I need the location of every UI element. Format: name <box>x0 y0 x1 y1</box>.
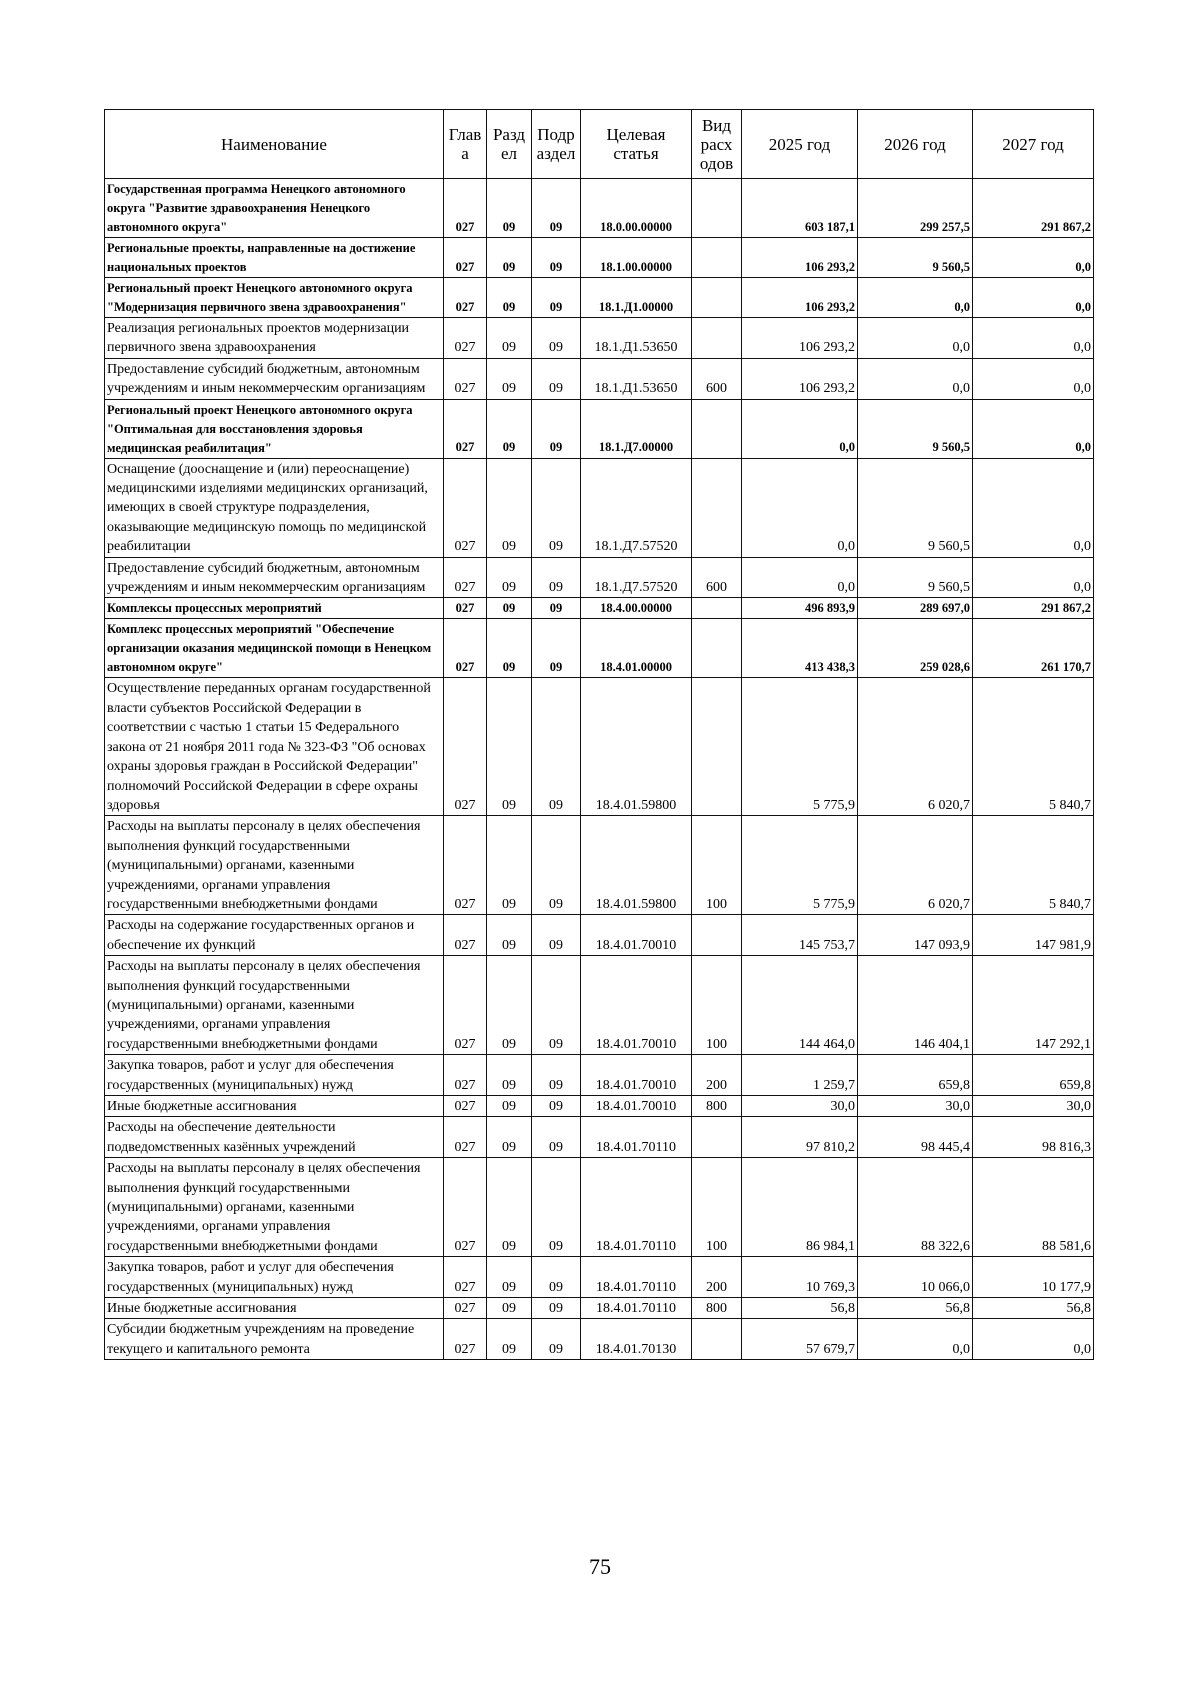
cell-2027: 0,0 <box>973 318 1094 359</box>
cell-2025: 0,0 <box>742 458 858 557</box>
cell-2025: 10 769,3 <box>742 1257 858 1298</box>
cell-vid: 200 <box>692 1257 742 1298</box>
cell-name: Закупка товаров, работ и услуг для обеспечения государственных (муниципальных) нужд <box>105 1257 444 1298</box>
cell-razdel: 09 <box>487 1257 532 1298</box>
cell-podrazdel: 09 <box>532 1055 581 1096</box>
cell-razdel: 09 <box>487 1319 532 1360</box>
cell-podrazdel: 09 <box>532 1158 581 1257</box>
budget-table <box>104 109 1094 1360</box>
page-number: 75 <box>589 1554 611 1579</box>
cell-2026: 259 028,6 <box>858 619 973 678</box>
cell-2027: 291 867,2 <box>973 179 1094 238</box>
cell-2027: 261 170,7 <box>973 619 1094 678</box>
cell-glava: 027 <box>444 1298 487 1319</box>
cell-2026: 56,8 <box>858 1298 973 1319</box>
cell-podrazdel: 09 <box>532 318 581 359</box>
table-row <box>105 598 1094 619</box>
cell-target: 18.1.Д1.53650 <box>581 358 692 399</box>
cell-name: Предоставление субсидий бюджетным, автономным учреждениям и иным некоммерческим организациям <box>105 358 444 399</box>
cell-podrazdel: 09 <box>532 678 581 816</box>
header-razdel: Разд ел <box>487 110 532 179</box>
cell-2026: 6 020,7 <box>858 678 973 816</box>
cell-vid: 800 <box>692 1298 742 1319</box>
cell-razdel: 09 <box>487 179 532 238</box>
cell-2025: 97 810,2 <box>742 1117 858 1158</box>
cell-name: Расходы на содержание государственных органов и обеспечение их функций <box>105 915 444 956</box>
table-row <box>105 179 1094 238</box>
cell-razdel: 09 <box>487 956 532 1055</box>
cell-razdel: 09 <box>487 598 532 619</box>
table-row <box>105 458 1094 557</box>
header-glava: Глав а <box>444 110 487 179</box>
cell-glava: 027 <box>444 399 487 458</box>
cell-2025: 145 753,7 <box>742 915 858 956</box>
cell-2027: 10 177,9 <box>973 1257 1094 1298</box>
cell-target: 18.1.Д7.57520 <box>581 557 692 598</box>
cell-vid <box>692 1117 742 1158</box>
cell-vid <box>692 399 742 458</box>
cell-razdel: 09 <box>487 458 532 557</box>
cell-2025: 413 438,3 <box>742 619 858 678</box>
cell-podrazdel: 09 <box>532 1096 581 1117</box>
cell-vid: 100 <box>692 956 742 1055</box>
cell-name: Предоставление субсидий бюджетным, автономным учреждениям и иным некоммерческим организациям <box>105 557 444 598</box>
cell-name: Расходы на выплаты персоналу в целях обеспечения выполнения функций государственными (муниципальными) органами, казенными учреждениями, органами управления государственными внебюджетными фондами <box>105 1158 444 1257</box>
cell-2026: 30,0 <box>858 1096 973 1117</box>
cell-2027: 291 867,2 <box>973 598 1094 619</box>
cell-2027: 0,0 <box>973 278 1094 318</box>
cell-name: Оснащение (дооснащение и (или) переоснащение) медицинскими изделиями медицинских организаций, имеющих в своей структуре подразделения, оказывающие медицинскую помощь по медицинской реабилитации <box>105 458 444 557</box>
cell-target: 18.4.01.70010 <box>581 1055 692 1096</box>
table-row <box>105 678 1094 816</box>
cell-target: 18.4.01.70110 <box>581 1158 692 1257</box>
cell-2026: 6 020,7 <box>858 816 973 915</box>
cell-target: 18.4.01.70110 <box>581 1257 692 1298</box>
cell-name: Иные бюджетные ассигнования <box>105 1096 444 1117</box>
cell-vid: 600 <box>692 557 742 598</box>
cell-2026: 9 560,5 <box>858 458 973 557</box>
cell-2025: 0,0 <box>742 399 858 458</box>
cell-2025: 86 984,1 <box>742 1158 858 1257</box>
cell-2025: 603 187,1 <box>742 179 858 238</box>
cell-2025: 0,0 <box>742 557 858 598</box>
cell-2027: 0,0 <box>973 557 1094 598</box>
cell-glava: 027 <box>444 956 487 1055</box>
cell-vid <box>692 318 742 359</box>
cell-name: Региональный проект Ненецкого автономного округа "Оптимальная для восстановления здоровья медицинская реабилитация" <box>105 399 444 458</box>
cell-2026: 0,0 <box>858 318 973 359</box>
cell-name: Субсидии бюджетным учреждениям на проведение текущего и капитального ремонта <box>105 1319 444 1360</box>
cell-target: 18.0.00.00000 <box>581 179 692 238</box>
cell-glava: 027 <box>444 915 487 956</box>
cell-name: Расходы на выплаты персоналу в целях обеспечения выполнения функций государственными (муниципальными) органами, казенными учреждениями, органами управления государственными внебюджетными фондами <box>105 956 444 1055</box>
cell-2026: 146 404,1 <box>858 956 973 1055</box>
cell-2027: 147 292,1 <box>973 956 1094 1055</box>
cell-target: 18.4.01.70010 <box>581 956 692 1055</box>
cell-2026: 289 697,0 <box>858 598 973 619</box>
table-header-row <box>105 110 1094 179</box>
cell-target: 18.4.01.70010 <box>581 1096 692 1117</box>
cell-podrazdel: 09 <box>532 816 581 915</box>
cell-glava: 027 <box>444 1257 487 1298</box>
cell-razdel: 09 <box>487 318 532 359</box>
cell-podrazdel: 09 <box>532 1257 581 1298</box>
cell-target: 18.1.Д1.00000 <box>581 278 692 318</box>
cell-glava: 027 <box>444 1319 487 1360</box>
cell-name: Расходы на выплаты персоналу в целях обеспечения выполнения функций государственными (муниципальными) органами, казенными учреждениями, органами управления государственными внебюджетными фондами <box>105 816 444 915</box>
cell-target: 18.4.01.59800 <box>581 678 692 816</box>
cell-name: Расходы на обеспечение деятельности подведомственных казённых учреждений <box>105 1117 444 1158</box>
cell-2026: 0,0 <box>858 1319 973 1360</box>
cell-2027: 0,0 <box>973 399 1094 458</box>
cell-razdel: 09 <box>487 238 532 278</box>
cell-2025: 57 679,7 <box>742 1319 858 1360</box>
cell-2027: 5 840,7 <box>973 678 1094 816</box>
cell-2025: 106 293,2 <box>742 278 858 318</box>
cell-razdel: 09 <box>487 915 532 956</box>
header-2027: 2027 год <box>973 110 1094 179</box>
cell-name: Государственная программа Ненецкого автономного округа "Развитие здравоохранения Ненецкого автономного округа" <box>105 179 444 238</box>
cell-2026: 10 066,0 <box>858 1257 973 1298</box>
table-row <box>105 1055 1094 1096</box>
cell-razdel: 09 <box>487 1055 532 1096</box>
header-name: Наименование <box>105 110 444 179</box>
cell-glava: 027 <box>444 1117 487 1158</box>
header-2026: 2026 год <box>858 110 973 179</box>
cell-glava: 027 <box>444 238 487 278</box>
cell-2025: 106 293,2 <box>742 318 858 359</box>
cell-vid: 600 <box>692 358 742 399</box>
table-row <box>105 1257 1094 1298</box>
cell-2027: 0,0 <box>973 458 1094 557</box>
cell-2026: 299 257,5 <box>858 179 973 238</box>
cell-target: 18.4.01.59800 <box>581 816 692 915</box>
cell-vid: 200 <box>692 1055 742 1096</box>
cell-target: 18.4.00.00000 <box>581 598 692 619</box>
cell-glava: 027 <box>444 318 487 359</box>
cell-vid <box>692 619 742 678</box>
table-row <box>105 1319 1094 1360</box>
cell-razdel: 09 <box>487 278 532 318</box>
cell-2027: 98 816,3 <box>973 1117 1094 1158</box>
cell-podrazdel: 09 <box>532 238 581 278</box>
table-row <box>105 1117 1094 1158</box>
cell-podrazdel: 09 <box>532 458 581 557</box>
cell-2027: 30,0 <box>973 1096 1094 1117</box>
cell-podrazdel: 09 <box>532 278 581 318</box>
cell-glava: 027 <box>444 816 487 915</box>
cell-razdel: 09 <box>487 1298 532 1319</box>
cell-vid <box>692 598 742 619</box>
cell-razdel: 09 <box>487 557 532 598</box>
cell-glava: 027 <box>444 1055 487 1096</box>
cell-name: Региональный проект Ненецкого автономного округа "Модернизация первичного звена здравоохранения" <box>105 278 444 318</box>
cell-glava: 027 <box>444 458 487 557</box>
cell-name: Региональные проекты, направленные на достижение национальных проектов <box>105 238 444 278</box>
cell-target: 18.1.Д7.00000 <box>581 399 692 458</box>
cell-glava: 027 <box>444 1158 487 1257</box>
cell-name: Закупка товаров, работ и услуг для обеспечения государственных (муниципальных) нужд <box>105 1055 444 1096</box>
cell-razdel: 09 <box>487 1096 532 1117</box>
table-row <box>105 619 1094 678</box>
cell-vid: 100 <box>692 1158 742 1257</box>
cell-podrazdel: 09 <box>532 956 581 1055</box>
cell-2027: 147 981,9 <box>973 915 1094 956</box>
cell-2025: 106 293,2 <box>742 358 858 399</box>
cell-podrazdel: 09 <box>532 1319 581 1360</box>
cell-vid <box>692 458 742 557</box>
cell-2027: 0,0 <box>973 358 1094 399</box>
cell-2027: 659,8 <box>973 1055 1094 1096</box>
cell-2025: 144 464,0 <box>742 956 858 1055</box>
table-row <box>105 956 1094 1055</box>
cell-target: 18.1.Д7.57520 <box>581 458 692 557</box>
table-row <box>105 915 1094 956</box>
cell-name: Комплексы процессных мероприятий <box>105 598 444 619</box>
header-2025: 2025 год <box>742 110 858 179</box>
cell-razdel: 09 <box>487 1117 532 1158</box>
cell-2026: 659,8 <box>858 1055 973 1096</box>
cell-vid <box>692 1319 742 1360</box>
cell-glava: 027 <box>444 179 487 238</box>
header-vid: Вид расх одов <box>692 110 742 179</box>
cell-podrazdel: 09 <box>532 557 581 598</box>
cell-target: 18.1.Д1.53650 <box>581 318 692 359</box>
cell-podrazdel: 09 <box>532 598 581 619</box>
cell-target: 18.4.01.70110 <box>581 1298 692 1319</box>
cell-podrazdel: 09 <box>532 1117 581 1158</box>
cell-2025: 106 293,2 <box>742 238 858 278</box>
cell-name: Реализация региональных проектов модернизации первичного звена здравоохранения <box>105 318 444 359</box>
table-row <box>105 1096 1094 1117</box>
table-row <box>105 399 1094 458</box>
cell-2026: 0,0 <box>858 278 973 318</box>
cell-podrazdel: 09 <box>532 179 581 238</box>
cell-2027: 0,0 <box>973 1319 1094 1360</box>
cell-vid <box>692 678 742 816</box>
cell-podrazdel: 09 <box>532 358 581 399</box>
cell-2026: 0,0 <box>858 358 973 399</box>
cell-vid <box>692 278 742 318</box>
cell-target: 18.4.01.70110 <box>581 1117 692 1158</box>
cell-glava: 027 <box>444 557 487 598</box>
cell-podrazdel: 09 <box>532 399 581 458</box>
cell-name: Комплекс процессных мероприятий "Обеспечение организации оказания медицинской помощи в Ненецком автономном округе" <box>105 619 444 678</box>
header-podrazdel: Подр аздел <box>532 110 581 179</box>
cell-2027: 0,0 <box>973 238 1094 278</box>
table-row <box>105 238 1094 278</box>
cell-razdel: 09 <box>487 816 532 915</box>
cell-2027: 5 840,7 <box>973 816 1094 915</box>
cell-target: 18.4.01.70130 <box>581 1319 692 1360</box>
header-target: Целевая статья <box>581 110 692 179</box>
table-row <box>105 358 1094 399</box>
cell-podrazdel: 09 <box>532 1298 581 1319</box>
cell-2025: 1 259,7 <box>742 1055 858 1096</box>
cell-vid: 800 <box>692 1096 742 1117</box>
cell-glava: 027 <box>444 1096 487 1117</box>
cell-2026: 88 322,6 <box>858 1158 973 1257</box>
cell-2025: 30,0 <box>742 1096 858 1117</box>
cell-name: Иные бюджетные ассигнования <box>105 1298 444 1319</box>
cell-razdel: 09 <box>487 1158 532 1257</box>
cell-2027: 56,8 <box>973 1298 1094 1319</box>
cell-razdel: 09 <box>487 358 532 399</box>
cell-glava: 027 <box>444 358 487 399</box>
cell-target: 18.4.01.70010 <box>581 915 692 956</box>
table-row <box>105 278 1094 318</box>
cell-2025: 496 893,9 <box>742 598 858 619</box>
cell-glava: 027 <box>444 278 487 318</box>
cell-2026: 98 445,4 <box>858 1117 973 1158</box>
cell-glava: 027 <box>444 678 487 816</box>
cell-vid <box>692 915 742 956</box>
table-row <box>105 816 1094 915</box>
table-row <box>105 1298 1094 1319</box>
cell-2025: 5 775,9 <box>742 816 858 915</box>
cell-2025: 56,8 <box>742 1298 858 1319</box>
cell-2026: 147 093,9 <box>858 915 973 956</box>
cell-vid <box>692 238 742 278</box>
cell-razdel: 09 <box>487 619 532 678</box>
cell-podrazdel: 09 <box>532 915 581 956</box>
cell-2026: 9 560,5 <box>858 238 973 278</box>
cell-glava: 027 <box>444 598 487 619</box>
cell-podrazdel: 09 <box>532 619 581 678</box>
cell-vid <box>692 179 742 238</box>
cell-2027: 88 581,6 <box>973 1158 1094 1257</box>
table-row <box>105 318 1094 359</box>
table-body <box>105 179 1094 1360</box>
cell-2026: 9 560,5 <box>858 557 973 598</box>
cell-glava: 027 <box>444 619 487 678</box>
cell-name: Осуществление переданных органам государственной власти субъектов Российской Федерации в соответствии с частью 1 статьи 15 Федерального закона от 21 ноября 2011 года № 323-ФЗ "Об основах охраны здоровья граждан в Российской Федерации" полномочий Российской Федерации в сфере охраны здоровья <box>105 678 444 816</box>
table-row <box>105 557 1094 598</box>
cell-razdel: 09 <box>487 678 532 816</box>
cell-target: 18.4.01.00000 <box>581 619 692 678</box>
cell-vid: 100 <box>692 816 742 915</box>
cell-target: 18.1.00.00000 <box>581 238 692 278</box>
table-row <box>105 1158 1094 1257</box>
cell-2025: 5 775,9 <box>742 678 858 816</box>
cell-razdel: 09 <box>487 399 532 458</box>
cell-2026: 9 560,5 <box>858 399 973 458</box>
